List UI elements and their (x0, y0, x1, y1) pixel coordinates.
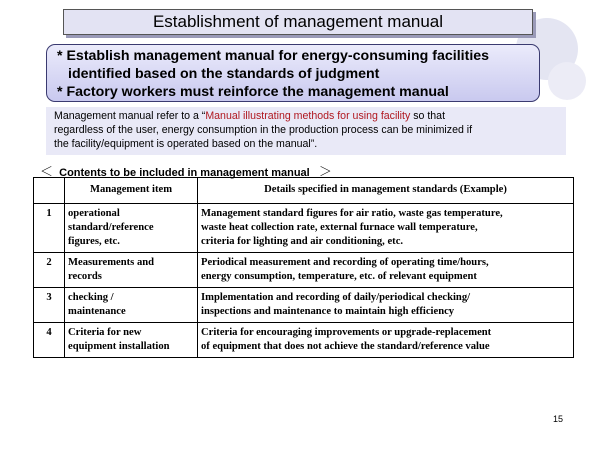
row-item (65, 253, 198, 288)
detail-line: waste heat collection rate, external furnace wall temperature, (201, 222, 478, 233)
row-item (65, 204, 198, 253)
item-line: records (68, 271, 102, 282)
item-line: standard/reference (68, 222, 154, 233)
detail-line: Implementation and recording of daily/periodical checking/ (201, 292, 471, 303)
row-item (65, 288, 198, 323)
description-line-1 (54, 109, 566, 123)
header-details: Details specified in management standards (Example) (198, 178, 574, 204)
item-line: operational (68, 208, 120, 219)
detail-line: inspections and maintenance to maintain high efficiency (201, 306, 455, 317)
table-row (34, 323, 574, 358)
item-line: equipment installation (68, 341, 170, 352)
description-line1-suffix: so that (410, 110, 446, 122)
table-row (34, 253, 574, 288)
management-table (33, 177, 574, 358)
bullet-line-2: identified based on the standards of judgment (68, 66, 380, 82)
row-item (65, 323, 198, 358)
header-number (34, 178, 65, 204)
bullet-box (46, 44, 540, 102)
table-row (34, 288, 574, 323)
detail-line: energy consumption, temperature, etc. of relevant equipment (201, 271, 477, 282)
row-number: 4 (34, 323, 65, 358)
bullet-line-1: * Establish management manual for energy-consuming facilities (57, 48, 490, 64)
item-line: checking / (68, 292, 114, 303)
bullet-line-3: * Factory workers must reinforce the management manual (57, 84, 449, 100)
description-prefix: Management manual refer to a “ (54, 110, 206, 122)
table-row (34, 204, 574, 253)
slide-title (63, 9, 533, 35)
detail-line: Periodical measurement and recording of operating time/hours, (201, 257, 489, 268)
item-line: maintenance (68, 306, 126, 317)
row-detail (198, 288, 574, 323)
row-number: 2 (34, 253, 65, 288)
page-number: 15 (553, 414, 564, 424)
heading-open-bracket: ＜ (40, 164, 54, 179)
item-line: Criteria for new (68, 327, 142, 338)
item-line: figures, etc. (68, 236, 120, 247)
row-detail (198, 204, 574, 253)
item-line: Measurements and (68, 257, 155, 268)
description-line-3: the facility/equipment is operated based on the manual”. (54, 138, 318, 150)
description-box (46, 107, 566, 155)
decorative-circle-small (548, 62, 586, 100)
row-detail (198, 253, 574, 288)
heading-text: Contents to be included in management manual (59, 167, 310, 179)
header-management-item: Management item (65, 178, 198, 204)
slide-title-text: Establishment of management manual (152, 12, 444, 31)
row-detail (198, 323, 574, 358)
description-line-2: regardless of the user, energy consumption in the production process can be minimized if (54, 124, 473, 136)
description-highlight: Manual illustrating methods for using facility (205, 110, 411, 122)
heading-close-bracket: ＞ (318, 164, 332, 179)
table-header-row (34, 178, 574, 204)
detail-line: criteria for lighting and air conditioning, etc. (201, 236, 404, 247)
detail-line: Management standard figures for air ratio, waste gas temperature, (201, 208, 503, 219)
row-number: 1 (34, 204, 65, 253)
row-number: 3 (34, 288, 65, 323)
detail-line: Criteria for encouraging improvements or upgrade-replacement (201, 327, 492, 338)
detail-line: of equipment that does not achieve the standard/reference value (201, 341, 490, 352)
